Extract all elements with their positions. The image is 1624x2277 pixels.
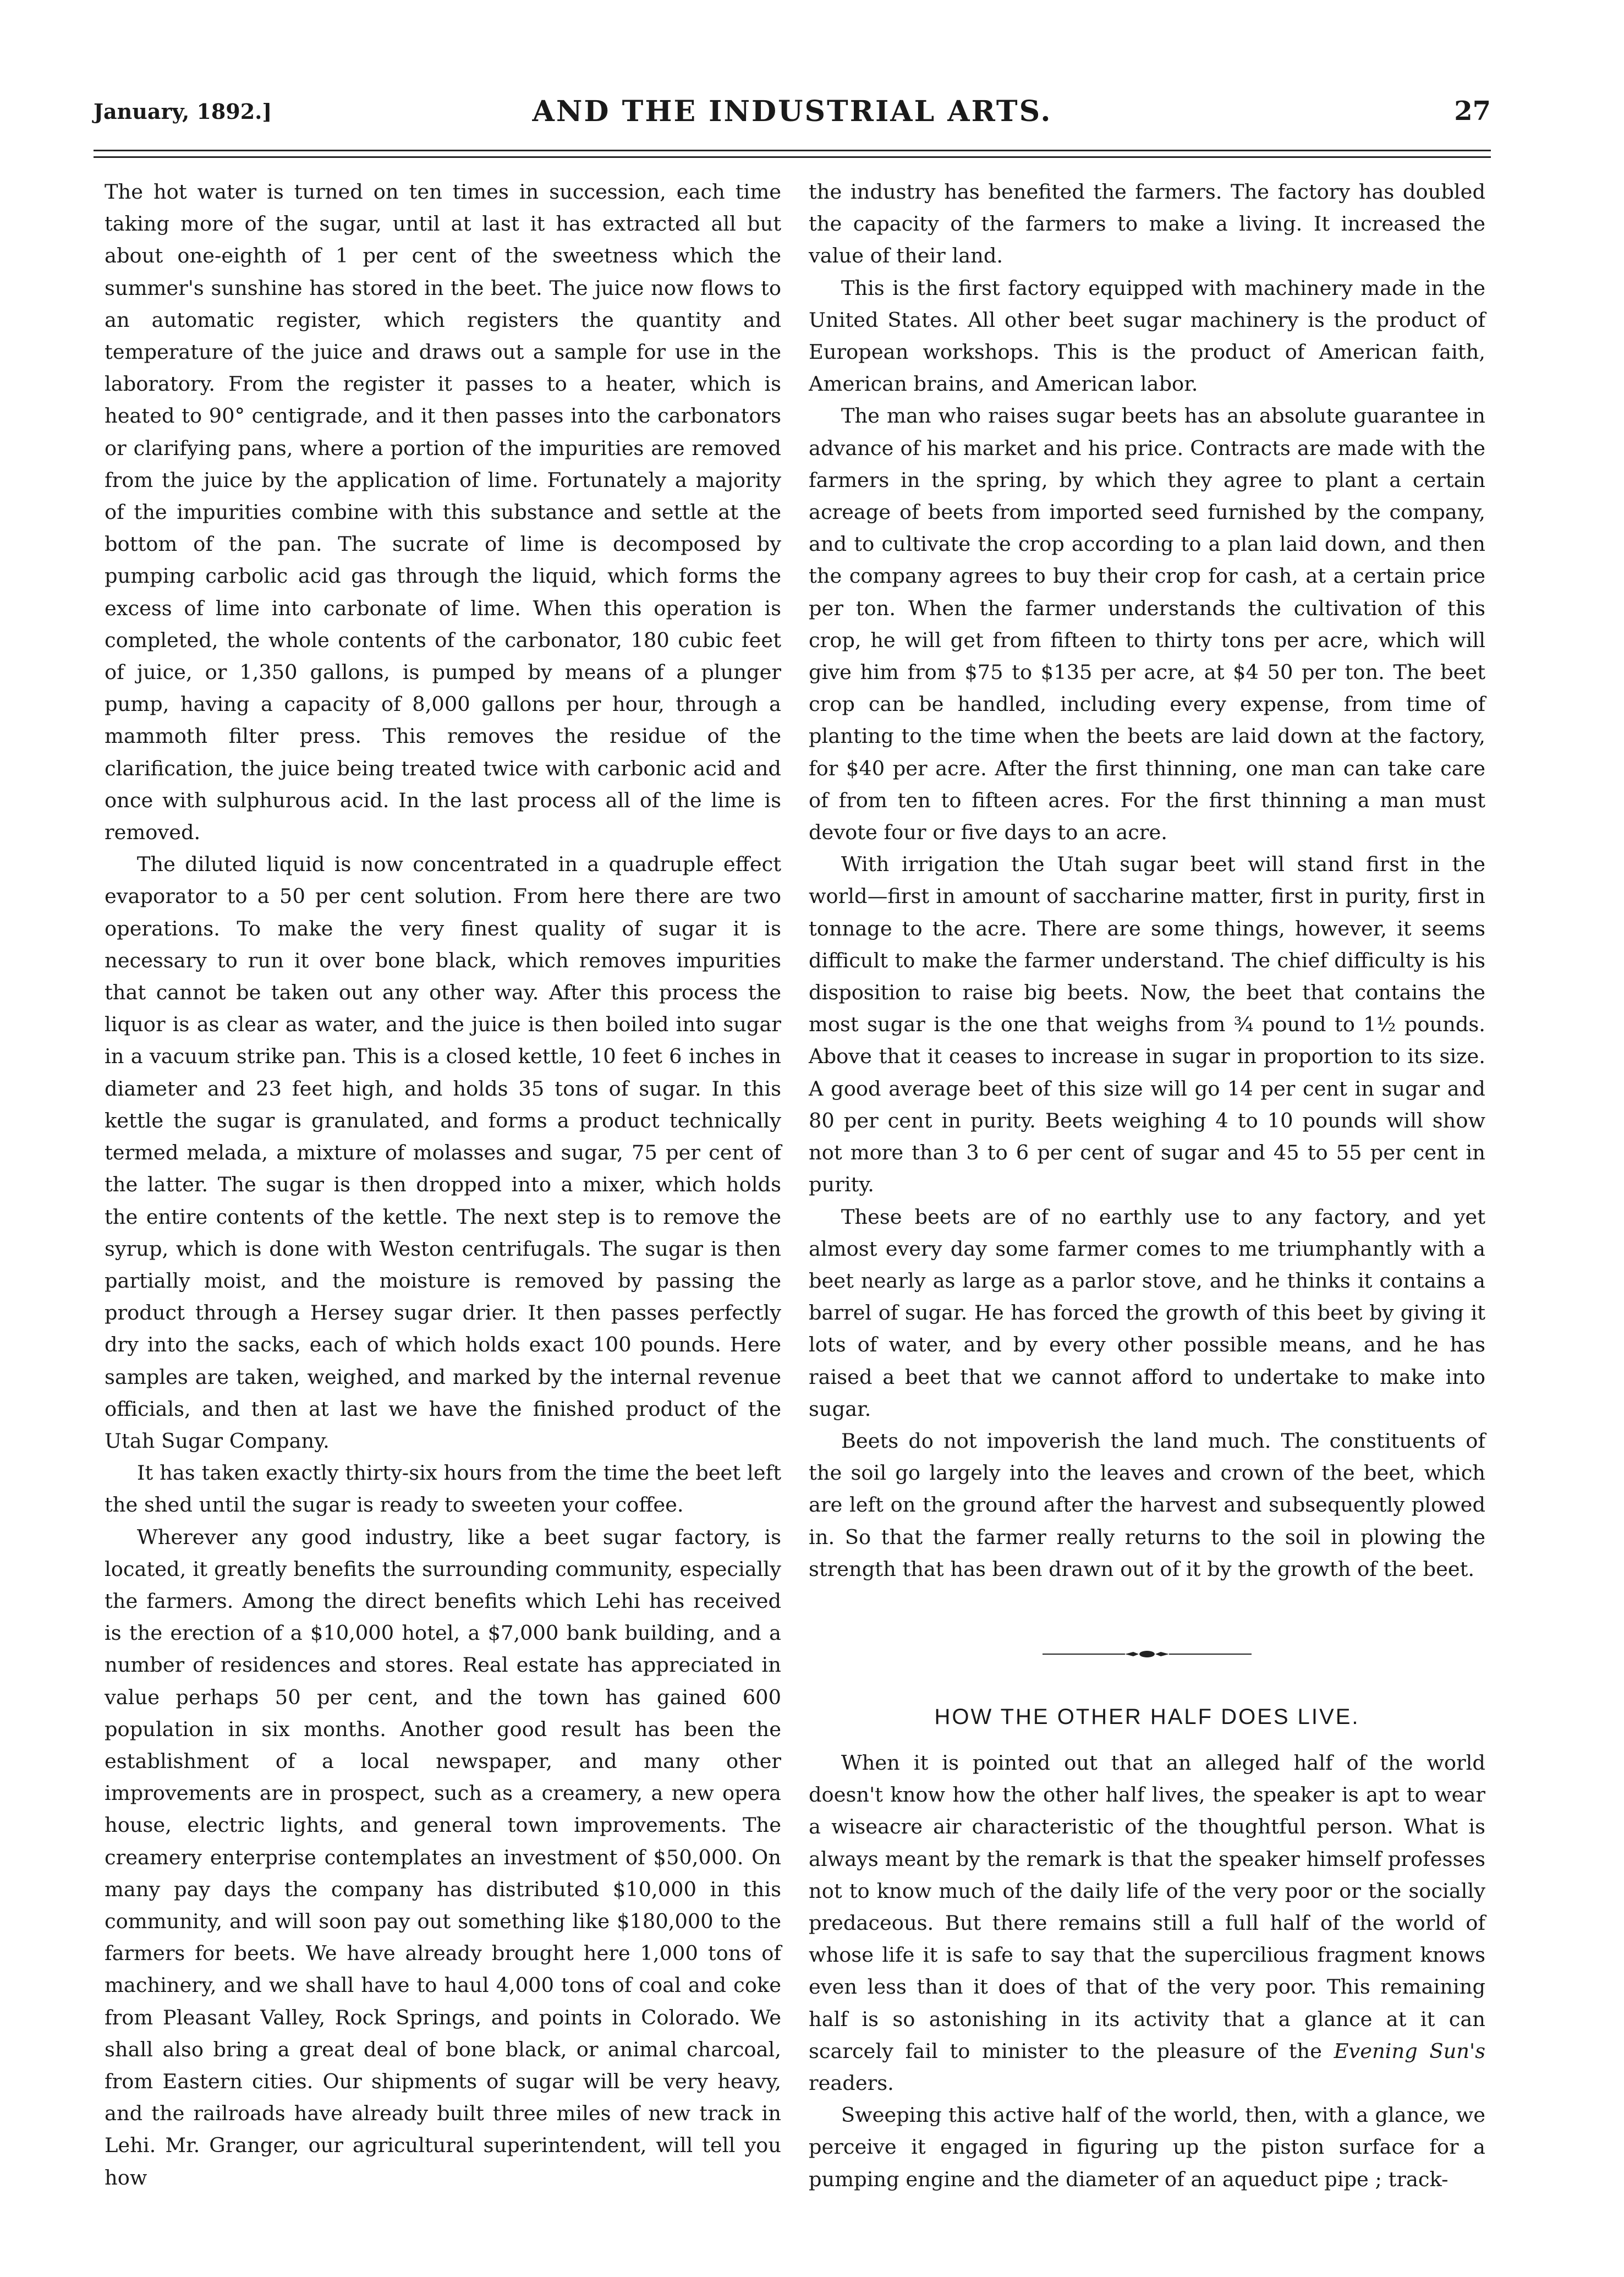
header-rule-top bbox=[94, 150, 1491, 151]
section-heading: HOW THE OTHER HALF DOES LIVE. bbox=[934, 1704, 1360, 1729]
paragraph-text: readers. bbox=[809, 2071, 894, 2095]
italic-title: Evening Sun's bbox=[1334, 2039, 1485, 2063]
left-column bbox=[105, 176, 781, 2194]
paragraph: This is the first factory equipped with machinery made in the United States. All other beet sugar machinery is the product of European workshops. This is the product of American faith, American brains, and American labor. bbox=[809, 276, 1485, 396]
paragraph: The man who raises sugar beets has an absolute guarantee in advance of his market and his price. Contracts are made with the farmers in the spring, by which they agree to plant a certain acreage of beets from imported seed furnished by the company, and to cultivate the crop according to a plan laid down, and then the company agrees to buy their crop for cash, at a certain price per ton. When the farmer understands the cultivation of this crop, he will get from fifteen to thirty tons per acre, which will give him from $75 to $135 per acre, at $4 50 per ton. The beet crop can be handled, including every expense, from time of planting to the time when the beets are laid down at the factory, for $40 per acre. After the first thinning, one man can take care of from ten to fifteen acres. For the first thinning a man must devote four or five days to an acre. bbox=[809, 404, 1485, 845]
page-number: 27 bbox=[1454, 96, 1491, 127]
paragraph: the industry has benefited the farmers. The factory has doubled the capacity of the farmers to make a living. It increased the value of their land. bbox=[809, 180, 1485, 268]
paragraph: Wherever any good industry, like a beet sugar factory, is located, it greatly benefits the surrounding community, especially the farmers. Among the direct benefits which Lehi has received is the erection of a $10,000 hotel, a $7,000 bank building, and a number of residences and stores. Real estate has appreciated in value perhaps 50 per cent, and the town has gained 600 population in six months. Another good result has been the establishment of a local newspaper, and many other improvements are in prospect, such as a creamery, a new opera house, electric lights, and general town improvements. The creamery enterprise contemplates an investment of $50,000. On many pay days the company has distributed $10,000 in this community, and will soon pay out something like $180,000 to the farmers for beets. We have already brought here 1,000 tons of machinery, and we shall have to haul 4,000 tons of coal and coke from Pleasant Valley, Rock Springs, and points in Colorado. We shall also bring a great deal of bone black, or animal charcoal, from Eastern cities. Our shipments of sugar will be very heavy, and the railroads have already built three miles of new track in Lehi. Mr. Granger, our agricultural superintendent, will tell you how bbox=[105, 1525, 781, 2190]
right-column bbox=[809, 176, 1485, 2196]
section-divider-ornament bbox=[809, 1649, 1485, 1676]
paragraph: The diluted liquid is now concentrated in a quadruple effect evaporator to a 50 per cent solution. From here there are two operations. To make the very finest quality of sugar it is necessary to run it over bone black, which removes impurities that cannot be taken out any other way. After this process the liquor is as clear as water, and the juice is then boiled into sugar in a vacuum strike pan. This is a closed kettle, 10 feet 6 inches in diameter and 23 feet high, and holds 35 tons of sugar. In this kettle the sugar is granulated, and forms a product technically termed melada, a mixture of molasses and sugar, 75 per cent of the latter. The sugar is then dropped into a mixer, which holds the entire contents of the kettle. The next step is to remove the syrup, which is done with Weston centrifugals. The sugar is then partially moist, and the moisture is removed by passing the product through a Hersey sugar drier. It then passes perfectly dry into the sacks, each of which holds exact 100 pounds. Here samples are taken, weighed, and marked by the internal revenue officials, and then at last we have the finished product of the Utah Sugar Company. bbox=[105, 852, 781, 1453]
paragraph: The hot water is turned on ten times in succession, each time taking more of the sugar, until at last it has extracted all but about one-eighth of 1 per cent of the sweetness which the summer's sunshine has stored in the beet. The juice now flows to an automatic register, which registers the quantity and temperature of the juice and draws out a sample for use in the laboratory. From the register it passes to a heater, which is heated to 90° centigrade, and it then passes into the carbonators or clarifying pans, where a portion of the impurities are removed from the juice by the application of lime. Fortunately a majority of the impurities combine with this substance and settle at the bottom of the pan. The sucrate of lime is decomposed by pumping carbolic acid gas through the liquid, which forms the excess of lime into carbonate of lime. When this operation is completed, the whole contents of the carbonator, 180 cubic feet of juice, or 1,350 gallons, is pumped by means of a plunger pump, having a capacity of 8,000 gallons per hour, through a mammoth filter press. This removes the residue of the clarification, the juice being treated twice with carbonic acid and once with sulphurous acid. In the last process all of the lime is removed. bbox=[105, 180, 781, 845]
paragraph: Beets do not impoverish the land much. The constituents of the soil go largely into the leaves and crown of the beet, which are left on the ground after the harvest and subsequently plowed in. So that the farmer really returns to the soil in plowing the strength that has been drawn out of it by the growth of the beet. bbox=[809, 1428, 1485, 1581]
paragraph: It has taken exactly thirty-six hours from the time the beet left the shed until the sugar is ready to sweeten your coffee. bbox=[105, 1461, 781, 1517]
header-title: AND THE INDUSTRIAL ARTS. bbox=[532, 95, 1052, 128]
divider-ornament-icon bbox=[1043, 1649, 1252, 1660]
paragraph bbox=[809, 1747, 1485, 2099]
header-rule-bottom bbox=[94, 156, 1491, 158]
header-date: January, 1892.] bbox=[94, 99, 272, 124]
paragraph: With irrigation the Utah sugar beet will stand first in the world—first in amount of saccharine matter, first in purity, first in tonnage to the acre. There are some things, however, it seems difficult to make the farmer understand. The chief difficulty is his disposition to raise big beets. Now, the beet that contains the most sugar is the one that weighs from ¾ pound to 1½ pounds. Above that it ceases to increase in sugar in proportion to its size. A good average beet of this size will go 14 per cent in sugar and 80 per cent in purity. Beets weighing 4 to 10 pounds will show not more than 3 to 6 per cent of sugar and 45 to 55 per cent in purity. bbox=[809, 852, 1485, 1197]
paragraph-text: When it is pointed out that an alleged half of the world doesn't know how the other half lives, the speaker is apt to wear a wiseacre air characteristic of the thoughtful person. What is always meant by the remark is that the speaker himself professes not to know much of the daily life of the very poor or the socially predaceous. But there remains still a full half of the world of whose life it is safe to say that the supercilious fragment knows even less than it does of that of the very poor. This remaining half is so astonishing in its activity that a glance at it can scarcely fail to minister to the pleasure of the bbox=[809, 1750, 1485, 2063]
running-header bbox=[94, 95, 1491, 143]
paragraph: Sweeping this active half of the world, then, with a glance, we perceive it engaged in figuring up the piston surface for a pumping engine and the diameter of an aqueduct pipe ; track- bbox=[809, 2103, 1485, 2191]
paragraph: These beets are of no earthly use to any factory, and yet almost every day some farmer comes to me triumphantly with a beet nearly as large as a parlor stove, and he thinks it contains a barrel of sugar. He has forced the growth of this beet by giving it lots of water, and by every other possible means, and he has raised a beet that we cannot afford to undertake to make into sugar. bbox=[809, 1205, 1485, 1421]
